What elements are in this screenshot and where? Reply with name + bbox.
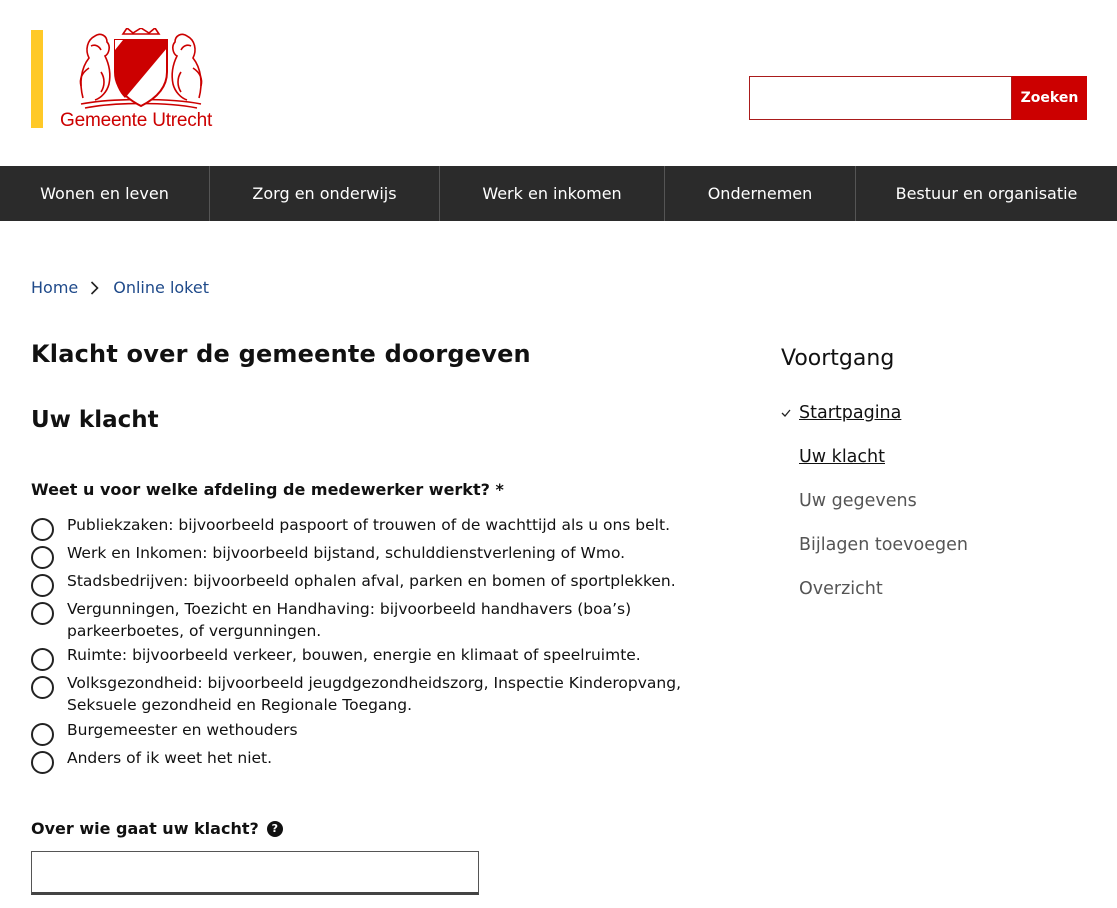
logo-yellow-bar: [31, 30, 43, 128]
breadcrumb: [31, 278, 209, 297]
search-button[interactable]: Zoeken: [1012, 76, 1087, 120]
nav-item-zorg-en-onderwijs[interactable]: Zorg en onderwijs: [210, 166, 440, 221]
progress-step-uw-gegevens: [781, 488, 917, 514]
radio-label: Volksgezondheid: bijvoorbeeld jeugdgezondheidszorg, Inspectie Kinderopvang, Seksuele gezondheid en Regionale Toegang.: [67, 674, 681, 714]
radio-button[interactable]: [31, 676, 54, 699]
radio-option-anders[interactable]: [31, 748, 711, 774]
radio-option-ruimte[interactable]: [31, 645, 711, 671]
progress-step-label: Startpagina: [799, 403, 902, 423]
nav-item-ondernemen[interactable]: Ondernemen: [665, 166, 856, 221]
nav-item-bestuur-en-organisatie[interactable]: Bestuur en organisatie: [895, 184, 1078, 203]
site-header: [0, 0, 1117, 166]
radio-button[interactable]: [31, 546, 54, 569]
help-icon[interactable]: ?: [267, 821, 283, 837]
radio-option-werk-en-inkomen[interactable]: [31, 543, 711, 569]
radio-option-vergunningen[interactable]: [31, 599, 711, 642]
radio-label: Stadsbedrijven: bijvoorbeeld ophalen afval, parken en bomen of sportplekken.: [67, 572, 676, 590]
complaint-about-label: Over wie gaat uw klacht?: [31, 819, 259, 838]
progress-step-bijlagen: [781, 532, 968, 558]
progress-step-label: Uw gegevens: [799, 491, 917, 511]
progress-step-startpagina[interactable]: [781, 400, 901, 426]
search-input[interactable]: [749, 76, 1012, 120]
progress-step-uw-klacht[interactable]: [781, 444, 885, 470]
radio-label: Vergunningen, Toezicht en Handhaving: bijvoorbeeld handhavers (boa’s) parkeerboetes, of vergunningen.: [67, 600, 632, 640]
section-title: Uw klacht: [31, 407, 159, 433]
page-title: Klacht over de gemeente doorgeven: [31, 340, 531, 368]
progress-step-label: Uw klacht: [799, 447, 885, 467]
nav-item-werk-en-inkomen[interactable]: Werk en inkomen: [440, 166, 665, 221]
radio-option-stadsbedrijven[interactable]: [31, 571, 711, 597]
radio-button[interactable]: [31, 751, 54, 774]
radio-button[interactable]: [31, 518, 54, 541]
radio-option-volksgezondheid[interactable]: [31, 673, 711, 716]
search-form: [749, 76, 1087, 120]
progress-step-label: Bijlagen toevoegen: [799, 535, 968, 555]
radio-label: Anders of ik weet het niet.: [67, 749, 273, 767]
complaint-about-question: [31, 819, 283, 838]
radio-label: Werk en Inkomen: bijvoorbeeld bijstand, schulddienstverlening of Wmo.: [67, 544, 626, 562]
radio-option-publiekzaken[interactable]: [31, 515, 711, 541]
progress-step-label: Overzicht: [799, 579, 883, 599]
progress-step-overzicht: [781, 576, 883, 602]
department-question-label: Weet u voor welke afdeling de medewerker werkt? *: [31, 480, 504, 499]
chevron-right-icon: [90, 281, 99, 295]
coat-of-arms-icon: [71, 28, 211, 110]
radio-label: Ruimte: bijvoorbeeld verkeer, bouwen, energie en klimaat of speelruimte.: [67, 646, 641, 664]
radio-button[interactable]: [31, 648, 54, 671]
progress-title: Voortgang: [781, 346, 895, 371]
radio-button[interactable]: [31, 602, 54, 625]
radio-button[interactable]: [31, 574, 54, 597]
radio-option-burgemeester[interactable]: [31, 720, 711, 746]
breadcrumb-current-link[interactable]: Online loket: [113, 278, 209, 297]
breadcrumb-home-link[interactable]: Home: [31, 278, 79, 297]
radio-label: Burgemeester en wethouders: [67, 721, 298, 739]
complaint-about-input[interactable]: [31, 851, 479, 895]
logo-text: Gemeente Utrecht: [60, 110, 213, 131]
check-icon: [781, 409, 799, 417]
nav-item-wonen-en-leven[interactable]: Wonen en leven: [0, 166, 210, 221]
radio-button[interactable]: [31, 723, 54, 746]
main-navigation: [0, 166, 1117, 221]
site-logo[interactable]: [31, 30, 231, 130]
radio-label: Publiekzaken: bijvoorbeeld paspoort of trouwen of de wachttijd als u ons belt.: [67, 516, 670, 534]
